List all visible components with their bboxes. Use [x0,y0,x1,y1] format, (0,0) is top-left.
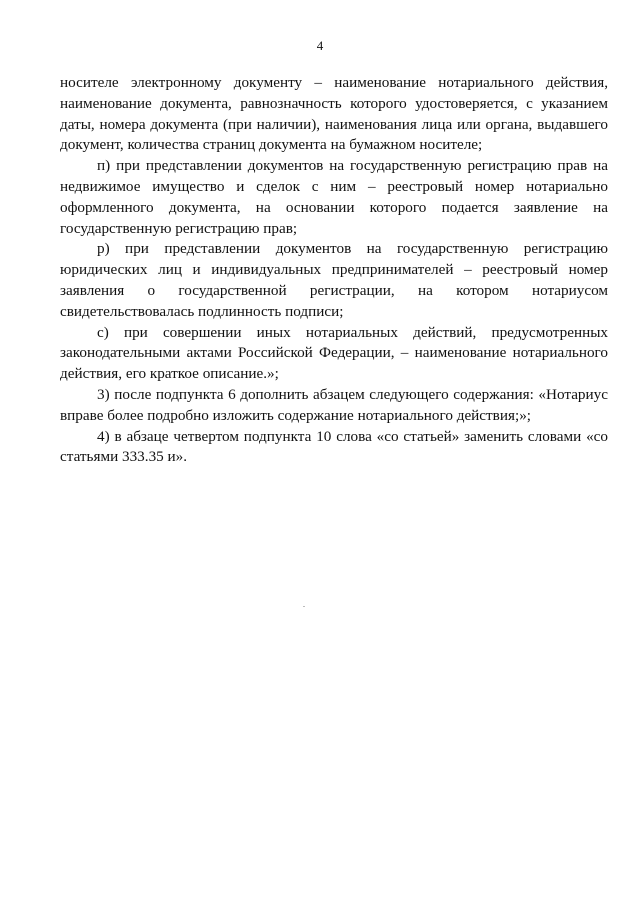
page-number: 4 [316,38,324,53]
paragraph-item-3: 3) после подпункта 6 дополнить абзацем следующего содержания: «Нотариус вправе более подробно изложить содержание нотариального действия;»; [60,385,608,424]
paragraph-item-s: с) при совершении иных нотариальных действий, предусмотренных законодательными актами Российской Федерации, – наименование нотариального действия, его краткое описание.»; [60,323,608,383]
scan-speck [303,606,305,607]
document-body [60,73,608,468]
paragraph-item-r: р) при представлении документов на государственную регистрацию юридических лиц и индивидуальных предпринимателей – реестровый номер заявления о государственной регистрации, на котором нотариусом свидетельствовалась подлинность подписи; [60,240,608,320]
paragraph-continuation: носителе электронному документу – наименование нотариального действия, наименование документа, равнозначность которого удостоверяется, с указанием даты, номера документа (при наличии), наименования лица или органа, выдавшего документ, количества страниц документа на бумажном носителе; [60,74,608,154]
paragraph-item-p: п) при представлении документов на государственную регистрацию прав на недвижимое имущество и сделок с ним – реестровый номер нотариально оформленного документа, на основании которого подается заявление на государственную регистрацию прав; [60,157,608,237]
paragraph-item-4: 4) в абзаце четвертом подпункта 10 слова «со статьей» заменить словами «со статьями 333.35 и». [60,427,608,466]
